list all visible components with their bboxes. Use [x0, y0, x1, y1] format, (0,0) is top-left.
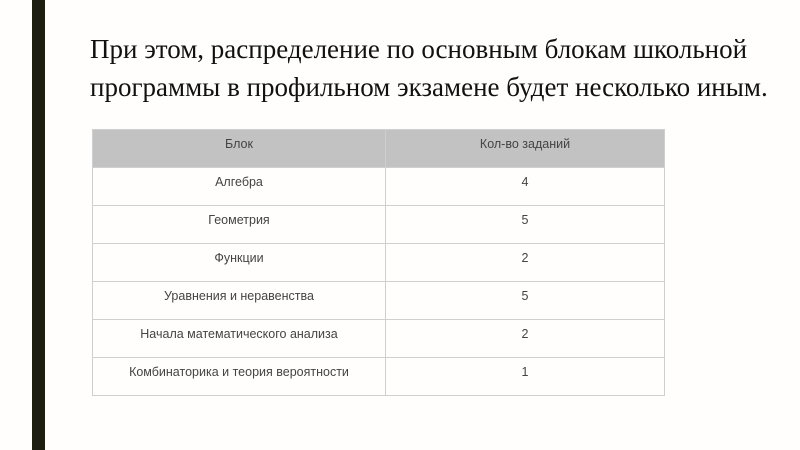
cell-task-count: 4 [386, 168, 665, 206]
decorative-side-bar [32, 0, 45, 450]
cell-block: Алгебра [93, 168, 386, 206]
header-task-count: Кол-во заданий [386, 130, 665, 168]
table-row [93, 244, 665, 282]
cell-block: Комбинаторика и теория вероятности [93, 358, 386, 396]
table-row [93, 168, 665, 206]
cell-block: Уравнения и неравенства [93, 282, 386, 320]
table-row [93, 282, 665, 320]
cell-task-count: 5 [386, 206, 665, 244]
cell-task-count: 5 [386, 282, 665, 320]
cell-task-count: 2 [386, 320, 665, 358]
table-row [93, 358, 665, 396]
blocks-table [92, 129, 665, 396]
cell-block: Функции [93, 244, 386, 282]
cell-block: Начала математического анализа [93, 320, 386, 358]
table-row [93, 320, 665, 358]
table-header-row [93, 130, 665, 168]
slide-title: При этом, распределение по основным блокам школьной программы в профильном экзамене будет несколько иным. [90, 34, 768, 102]
cell-task-count: 2 [386, 244, 665, 282]
table-row [93, 206, 665, 244]
cell-task-count: 1 [386, 358, 665, 396]
cell-block: Геометрия [93, 206, 386, 244]
header-block: Блок [93, 130, 386, 168]
